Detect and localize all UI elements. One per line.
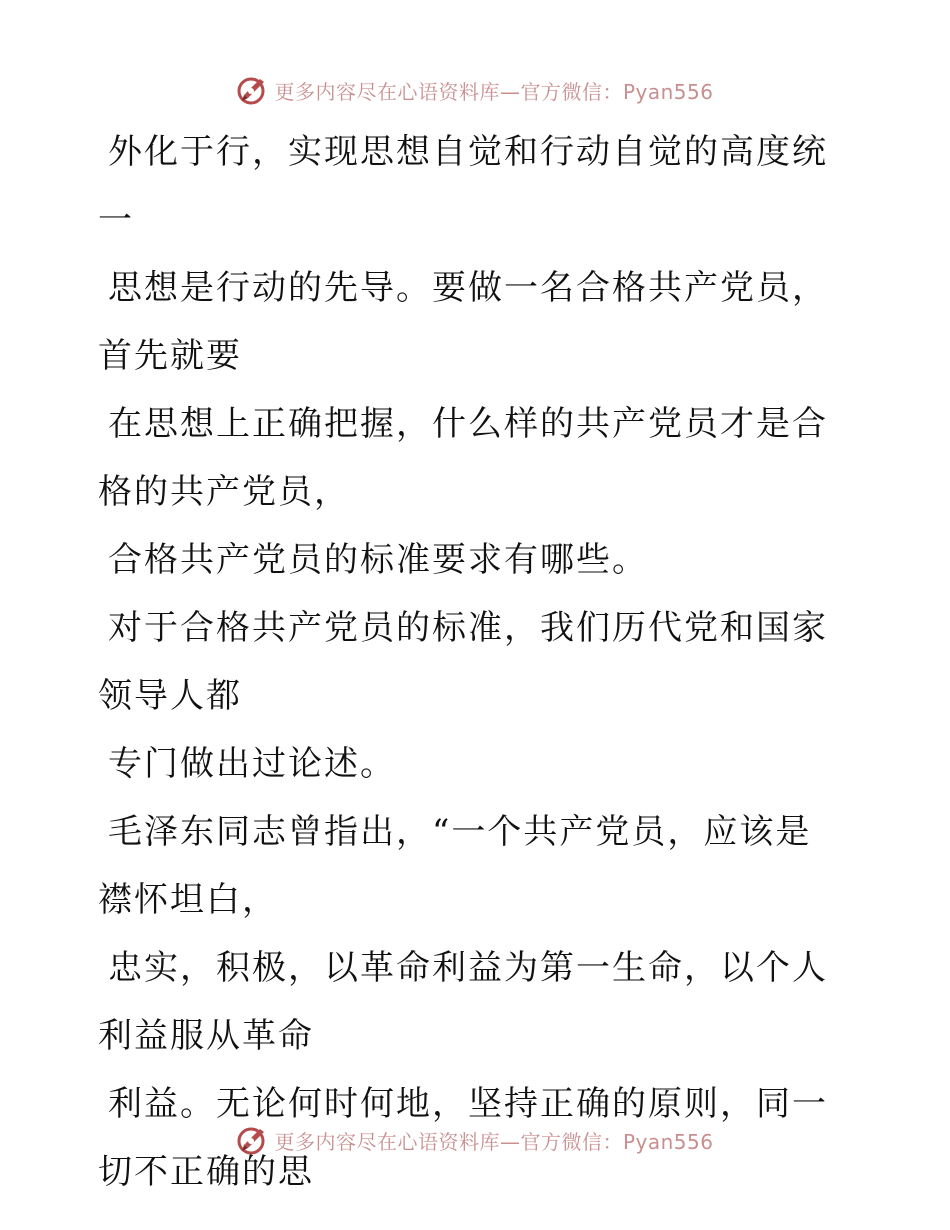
paragraph: 在思想上正确把握，什么样的共产党员才是合格的共产党员，: [98, 404, 828, 512]
paragraph: 合格共产党员的标准要求有哪些。: [108, 540, 648, 580]
paragraph: 毛泽东同志曾指出，“一个共产党员，应该是襟怀坦白，: [98, 812, 812, 920]
paragraph: 思想是行动的先导。要做一名合格共产党员，首先就要: [98, 268, 828, 376]
paragraph: 忠实，积极，以革命利益为第一生命，以个人利益服从革命: [98, 948, 828, 1056]
paragraph: 利益。无论何时何地，坚持正确的原则，同一切不正确的思: [98, 1084, 828, 1192]
paragraph: 对于合格共产党员的标准，我们历代党和国家领导人都: [98, 608, 828, 716]
watermark-text: 更多内容尽在心语资料库—官方微信：Pyan556: [274, 1129, 714, 1154]
footer-watermark-banner: [0, 1120, 950, 1160]
watermark-text: 更多内容尽在心语资料库—官方微信：Pyan556: [274, 79, 714, 104]
header-watermark-banner: [0, 70, 950, 110]
paragraph: 专门做出过论述。: [108, 744, 396, 784]
document-body: [98, 118, 833, 1206]
pen-circle-logo-icon: [236, 1123, 270, 1157]
pen-circle-logo-icon: [236, 73, 270, 107]
paragraph: 外化于行，实现思想自觉和行动自觉的高度统一: [98, 132, 828, 240]
